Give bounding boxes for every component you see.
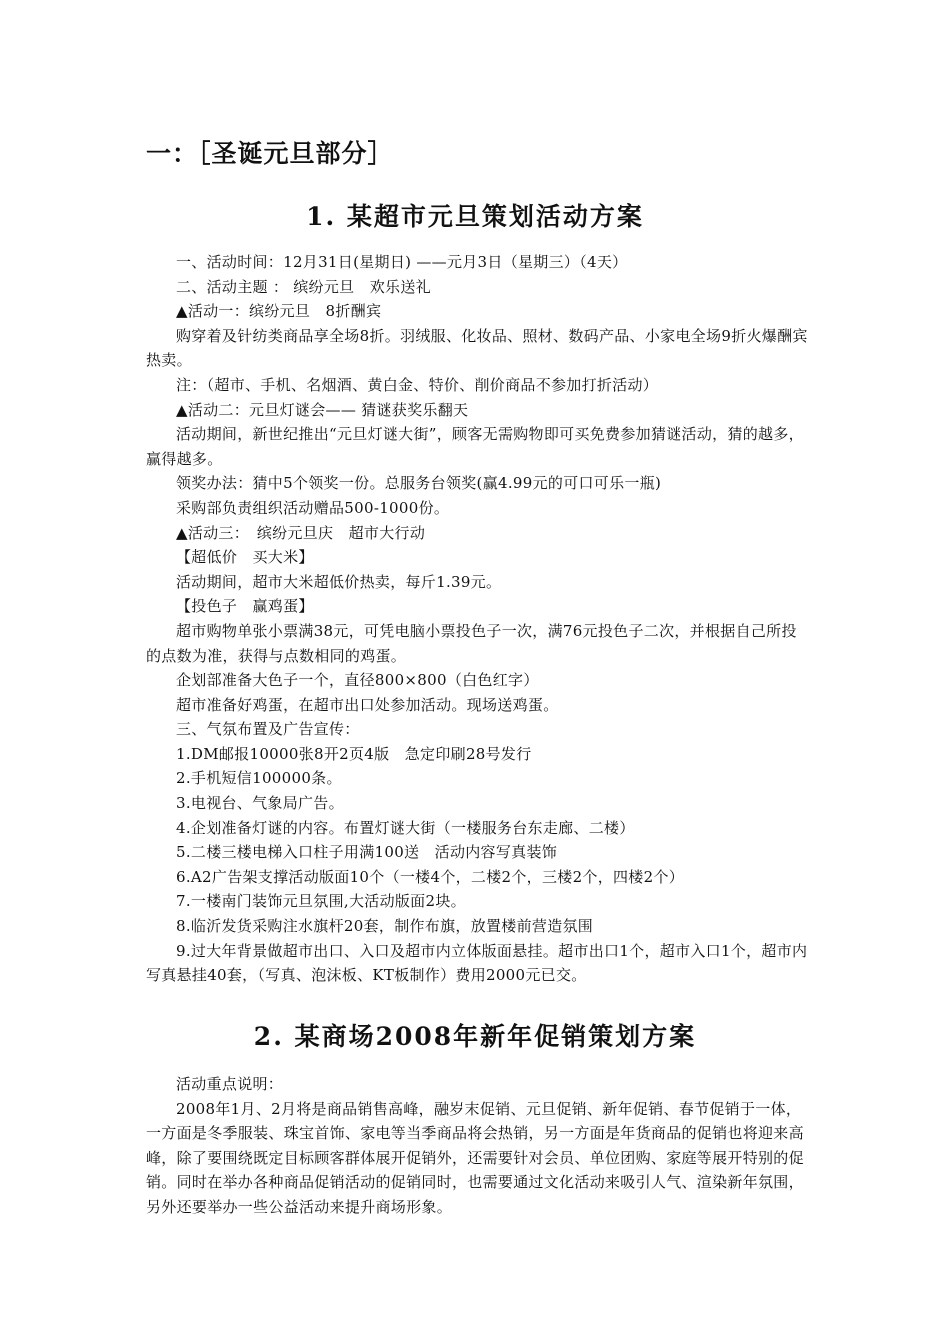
activity-one-detail: 购穿着及针纺类商品享全场8折。羽绒服、化妆品、照材、数码产品、小家电全场9折火爆酬宾热卖。 [146, 326, 808, 370]
advertising-item-6: 6.A2广告架支撑活动版面10个（一楼4个，二楼2个，三楼2个，四楼2个） [176, 867, 685, 886]
rice-sale-detail: 活动期间，超市大米超低价热卖，每斤1.39元。 [176, 572, 502, 591]
dice-game-heading: 【投色子 赢鸡蛋】 [176, 597, 314, 616]
advertising-item-4: 4.企划准备灯谜的内容。布置灯谜大街（一楼服务台东走廊、二楼） [176, 818, 635, 837]
key-points-detail: 2008年1月、2月将是商品销售高峰，融岁末促销、元旦促销、新年促销、春节促销于一体，一方面是冬季服装、珠宝首饰、家电等当季商品将会热销，另一方面是年货商品的促销也将迎来高峰，除了要围绕既定目标顾客群体展开促销外，还需要针对会员、单位团购、家庭等展开特别的促销。同时在举办各种商品促销活动的促销同时，也需要通过文化活动来吸引人气、渲染新年氛围，另外还要举办一些公益活动来提升商场形象。 [146, 1099, 804, 1216]
activity-time: 一、活动时间：12月31日(星期日) ——元月3日（星期三）（4天） [176, 253, 628, 271]
advertising-item-9: 9.过大年背景做超市出口、入口及超市内立体版面悬挂。超市出口1个，超市入口1个，超市内写真悬挂40套，（写真、泡沫板、KT板制作）费用2000元已交。 [146, 941, 808, 985]
advertising-item-1: 1.DM邮报10000张8开2页4版 急定印刷28号发行 [176, 744, 532, 763]
advertising-item-2: 2.手机短信100000条。 [176, 769, 342, 788]
part-heading: 一：［圣诞元旦部分］ [146, 139, 394, 168]
activity-theme: 二、活动主题 ： 缤纷元旦 欢乐送礼 [176, 277, 431, 296]
dice-game-detail: 超市购物单张小票满38元，可凭电脑小票投色子一次，满76元投色子二次，并根据自己所投的点数为准，获得与点数相同的鸡蛋。 [146, 621, 797, 665]
activity-one-note: 注：（超市、手机、名烟酒、黄白金、特价、削价商品不参加打折活动） [176, 375, 659, 394]
activity-three-heading: ▲活动三： 缤纷元旦庆 超市大行动 [176, 523, 426, 542]
activity-two-detail: 活动期间，新世纪推出“元旦灯谜大街”，顾客无需购物即可买免费参加猜谜活动，猜的越多，赢得越多。 [146, 425, 804, 468]
advertising-item-7: 7.一楼南门装饰元旦氛围,大活动版面2块。 [176, 892, 466, 911]
gift-organizing: 采购部负责组织活动赠品500-1000份。 [176, 498, 450, 517]
advertising-item-5: 5.二楼三楼电梯入口柱子用满100送 活动内容写真装饰 [176, 843, 558, 862]
dice-preparation: 企划部准备大色子一个，直径800×800（白色红字） [176, 671, 539, 690]
section-2-body [146, 1072, 810, 1220]
prize-method: 领奖办法：猜中5个领奖一份。总服务台领奖(赢4.99元的可口可乐一瓶) [176, 474, 662, 493]
key-points-heading: 活动重点说明： [176, 1075, 284, 1093]
section-2-title: 2. 某商场2008年新年促销策划方案 [253, 1022, 697, 1051]
section-1-title: 1. 某超市元旦策划活动方案 [306, 202, 644, 231]
section-1-body [146, 250, 810, 988]
activity-two-heading: ▲活动二：元旦灯谜会—— 猜谜获奖乐翻天 [176, 400, 469, 419]
advertising-item-3: 3.电视台、气象局广告。 [176, 794, 344, 813]
egg-preparation: 超市准备好鸡蛋，在超市出口处参加活动。现场送鸡蛋。 [176, 695, 559, 714]
advertising-heading: 三、气氛布置及广告宣传： [176, 720, 360, 739]
rice-sale-heading: 【超低价 买大米】 [176, 548, 314, 567]
advertising-item-8: 8.临沂发货采购注水旗杆20套，制作布旗，放置楼前营造氛围 [176, 917, 594, 936]
activity-one-heading: ▲活动一：缤纷元旦 8折酬宾 [176, 302, 382, 321]
